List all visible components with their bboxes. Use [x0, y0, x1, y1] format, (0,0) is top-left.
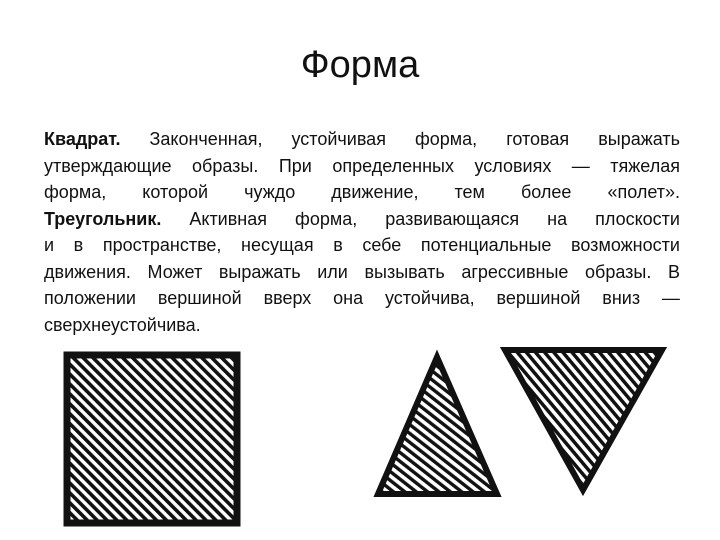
word: форма,: [295, 208, 358, 229]
word: движение,: [331, 182, 419, 202]
word: чуждо: [244, 182, 296, 202]
word: Активная: [189, 208, 268, 229]
word: образы.: [192, 155, 259, 176]
hatched-triangle-up: [378, 357, 497, 494]
word: —: [571, 155, 590, 176]
hatched-square: [67, 355, 237, 523]
page-title: Форма: [300, 44, 420, 86]
text-line: [44, 259, 680, 286]
word: или: [317, 261, 348, 282]
word: которой: [142, 182, 209, 202]
word: условиях: [474, 155, 552, 176]
word: выражать: [218, 261, 301, 282]
word: готовая: [506, 129, 570, 149]
word: тяжелая: [610, 155, 680, 176]
word: устойчива,: [384, 288, 475, 308]
word: —: [661, 288, 680, 308]
word: Может: [147, 261, 203, 282]
text-line: [44, 126, 680, 153]
word: в: [333, 235, 343, 255]
word: В: [667, 261, 680, 282]
word: более: [520, 182, 572, 202]
hatched-triangle-down: [505, 350, 662, 490]
word: При: [278, 155, 312, 176]
word: форма,: [414, 129, 478, 149]
word: вниз: [602, 288, 641, 308]
word: несущая: [241, 235, 314, 255]
word: возможности: [571, 235, 680, 255]
word: плоскости: [595, 208, 680, 229]
text-line: [44, 312, 680, 339]
word: устойчивая: [291, 129, 386, 149]
word: потенциальные: [420, 235, 552, 255]
word: и: [44, 235, 55, 255]
word: вершиной: [157, 288, 242, 308]
word: положении: [44, 288, 136, 308]
word: форма,: [44, 182, 107, 202]
text-line: [44, 153, 680, 180]
word: выражать: [598, 129, 680, 149]
word: «полет».: [607, 182, 680, 202]
text-line: [44, 285, 680, 312]
word: утверждающие: [44, 155, 172, 176]
word: тем: [454, 182, 485, 202]
bold-term: Квадрат.: [44, 129, 121, 149]
bold-term: Треугольник.: [44, 208, 162, 229]
word: вверх: [263, 288, 312, 308]
word: определенных: [332, 155, 454, 176]
text-line: [44, 206, 680, 233]
word: она: [333, 288, 364, 308]
description-text: [44, 126, 680, 338]
word: сверхнеустойчива.: [44, 314, 201, 335]
word: агрессивные: [461, 261, 569, 282]
text-line: [44, 179, 680, 206]
word: образы.: [585, 261, 652, 282]
word: вызывать: [364, 261, 445, 282]
word: развивающаяся: [385, 208, 520, 229]
word: себе: [362, 235, 402, 255]
word: Законченная,: [149, 129, 263, 149]
word: пространстве,: [102, 235, 222, 255]
word: на: [547, 208, 568, 229]
word: движения.: [44, 261, 131, 282]
word: вершиной: [496, 288, 581, 308]
word: в: [73, 235, 84, 255]
text-line: [44, 232, 680, 259]
